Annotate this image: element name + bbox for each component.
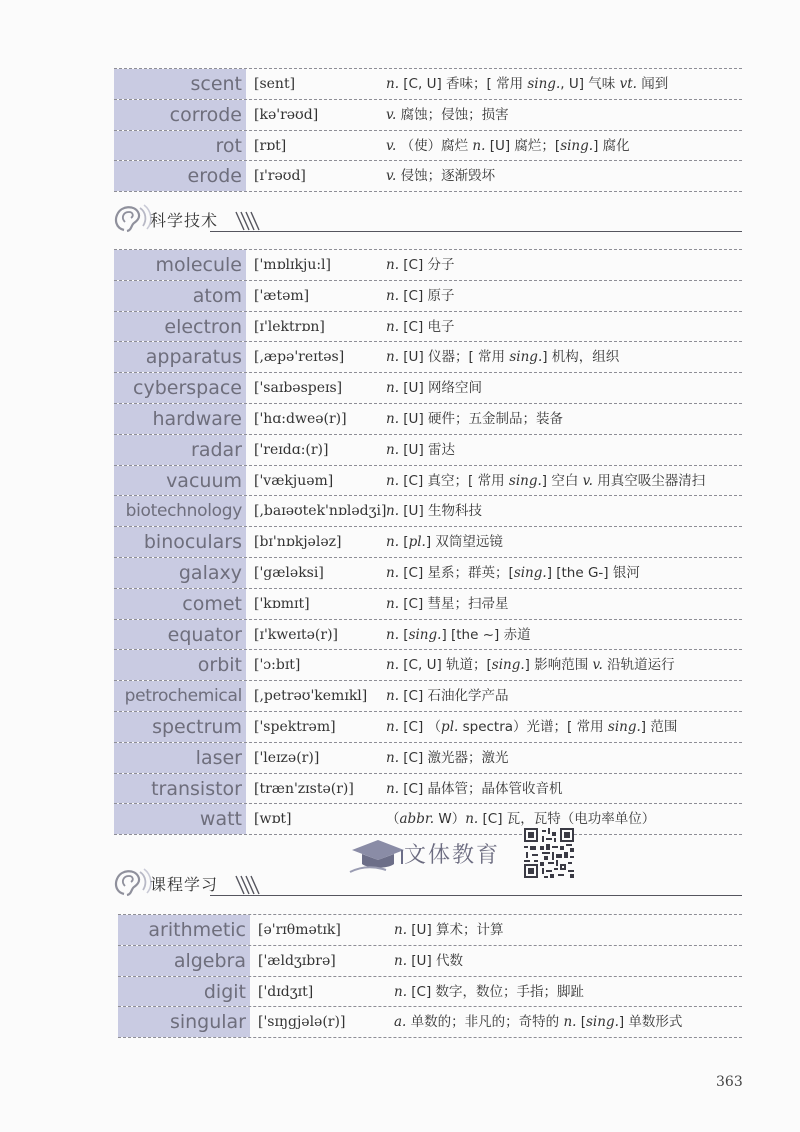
vocab-phonetic: [ɪ'rəʊd] (254, 168, 306, 185)
vocab-definition: v. （使）腐烂 n. [U] 腐烂；[sing.] 腐化 (386, 137, 630, 154)
vocab-definition: n. [sing.] [the ~] 赤道 (386, 626, 531, 643)
vocab-definition: n. [C] （pl. spectra）光谱；[ 常用 sing.] 范围 (386, 718, 678, 735)
vocab-phonetic: [kə'rəʊd] (254, 106, 319, 123)
vocab-word: erode (114, 161, 248, 191)
vocab-row (114, 404, 742, 435)
vocab-table-top (114, 68, 742, 192)
vocab-table-course (118, 914, 742, 1038)
vocab-word: watt (114, 804, 248, 834)
vocab-word: radar (114, 435, 248, 465)
vocab-word: corrode (114, 100, 248, 130)
vocab-word: electron (114, 312, 248, 342)
vocab-word: comet (114, 589, 248, 619)
vocab-definition: n. [U] 网络空间 (386, 380, 482, 397)
vocab-row (114, 100, 742, 131)
vocab-definition: n. [C] 真空；[ 常用 sing.] 空白 v. 用真空吸尘器清扫 (386, 472, 706, 489)
vocab-definition: n. [C, U] 香味；[ 常用 sing., U] 气味 vt. 闻到 (386, 76, 669, 92)
vocab-definition: n. [pl.] 双筒望远镜 (386, 534, 503, 551)
vocab-word: arithmetic (118, 915, 252, 945)
vocab-phonetic: ['ætəm] (254, 287, 310, 304)
vocab-phonetic: [,baɪəʊtek'nɒlədʒi] (254, 503, 387, 520)
section-header-science (110, 198, 742, 242)
vocab-phonetic: ['sɪŋgjələ(r)] (258, 1014, 346, 1031)
vocab-word: scent (114, 69, 248, 99)
vocab-phonetic: ['vækjuəm] (254, 472, 334, 489)
vocab-phonetic: [ə'rɪθmətɪk] (258, 922, 341, 938)
vocab-definition: n. [C, U] 轨道；[sing.] 影响范围 v. 沿轨道运行 (386, 657, 675, 674)
vocab-row (114, 161, 742, 192)
vocab-definition: n. [C] 激光器；激光 (386, 749, 509, 766)
page-number: 363 (716, 1074, 743, 1090)
vocab-row (114, 558, 742, 589)
vocab-row (114, 466, 742, 497)
vocab-word: transistor (114, 774, 248, 804)
vocab-phonetic: [,æpə'reɪtəs] (254, 349, 345, 366)
vocab-phonetic: ['reɪdɑ:(r)] (254, 441, 329, 458)
vocab-row (114, 68, 742, 100)
vocab-word: algebra (118, 946, 252, 976)
vocab-definition: n. [C] 电子 (386, 318, 455, 335)
vocab-row (114, 681, 742, 712)
vocab-row (114, 589, 742, 620)
vocab-definition: n. [U] 硬件；五金制品；装备 (386, 410, 563, 427)
vocab-row (114, 743, 742, 774)
vocab-definition: a. 单数的；非凡的；奇特的 n. [sing.] 单数形式 (394, 1014, 683, 1031)
vocab-row (118, 977, 742, 1008)
vocab-row (118, 914, 742, 946)
section-header-course (110, 862, 742, 906)
vocab-definition: n. [C] 原子 (386, 287, 455, 304)
vocab-definition: n. [C] 分子 (386, 257, 455, 273)
vocab-definition: n. [U] 生物科技 (386, 503, 482, 520)
vocab-phonetic: [ɪ'lektrɒn] (254, 318, 325, 335)
vocab-phonetic: ['kɒmɪt] (254, 595, 310, 612)
vocab-word: galaxy (114, 558, 248, 588)
vocab-phonetic: ['leɪzə(r)] (254, 749, 320, 766)
vocab-row (114, 342, 742, 373)
vocab-phonetic: [ɪ'kweɪtə(r)] (254, 626, 339, 643)
vocab-definition: n. [C] 石油化学产品 (386, 688, 509, 705)
vocab-word: atom (114, 281, 248, 311)
vocab-word: hardware (114, 404, 248, 434)
vocab-phonetic: [,petrəʊ'kemɪkl] (254, 688, 368, 705)
vocab-table-science (114, 249, 742, 835)
section-title: 科学技术 (150, 211, 219, 230)
vocab-word: vacuum (114, 466, 248, 496)
vocab-phonetic: ['ɔ:bɪt] (254, 657, 301, 674)
vocab-row (114, 496, 742, 527)
vocab-phonetic: ['dɪdʒɪt] (258, 983, 314, 1000)
vocab-definition: n. [C] 晶体管；晶体管收音机 (386, 780, 563, 797)
vocab-phonetic: [sent] (254, 76, 296, 92)
vocab-phonetic: ['hɑ:dweə(r)] (254, 410, 347, 427)
section-rule (210, 895, 742, 896)
vocab-phonetic: [træn'zɪstə(r)] (254, 780, 354, 797)
vocab-row (114, 527, 742, 558)
slash-decoration (234, 874, 260, 896)
vocab-phonetic: ['ældʒɪbrə] (258, 952, 336, 969)
vocab-phonetic: [wɒt] (254, 811, 292, 828)
vocab-word: cyberspace (114, 373, 248, 403)
vocab-definition: v. 腐蚀；侵蚀；损害 (386, 106, 509, 123)
vocab-word: singular (118, 1007, 252, 1037)
vocab-definition: n. [C] 星系；群英；[sing.] [the G-] 银河 (386, 564, 640, 581)
vocab-word: rot (114, 131, 248, 161)
vocab-phonetic: [bɪ'nɒkjələz] (254, 534, 342, 551)
vocab-row (114, 435, 742, 466)
vocab-row (114, 712, 742, 743)
section-title: 课程学习 (150, 875, 219, 894)
vocab-row (114, 249, 742, 281)
slash-decoration (234, 210, 260, 232)
vocab-word: apparatus (114, 342, 248, 372)
vocab-row (114, 131, 742, 162)
vocab-word: spectrum (114, 712, 248, 742)
vocab-word: laser (114, 743, 248, 773)
vocab-word: petrochemical (114, 681, 248, 711)
vocab-phonetic: ['mɒlɪkju:l] (254, 257, 331, 273)
vocab-word: digit (118, 977, 252, 1007)
vocab-row (118, 1007, 742, 1038)
vocab-word: biotechnology (114, 496, 248, 526)
vocab-word: equator (114, 620, 248, 650)
vocab-definition: v. 侵蚀；逐渐毁坏 (386, 168, 496, 185)
section-rule (210, 231, 742, 232)
vocab-definition: n. [U] 仪器；[ 常用 sing.] 机构，组织 (386, 349, 620, 366)
vocab-word: binoculars (114, 527, 248, 557)
vocab-phonetic: ['saɪbəspeɪs] (254, 380, 343, 397)
vocab-row (114, 774, 742, 805)
vocab-row (114, 281, 742, 312)
vocab-row (114, 312, 742, 343)
vocab-word: orbit (114, 650, 248, 680)
vocab-phonetic: ['spektrəm] (254, 718, 336, 735)
vocab-definition: n. [C] 数字，数位；手指；脚趾 (394, 983, 585, 1000)
vocab-phonetic: ['gæləksi] (254, 564, 324, 581)
vocab-definition: n. [U] 雷达 (386, 441, 455, 458)
vocab-definition: n. [U] 算术；计算 (394, 922, 504, 938)
vocab-row (114, 620, 742, 651)
vocab-definition: n. [C] 彗星；扫帚星 (386, 595, 509, 612)
vocab-definition: n. [U] 代数 (394, 952, 463, 969)
vocab-row (118, 946, 742, 977)
vocab-row (114, 373, 742, 404)
vocab-word: molecule (114, 250, 248, 280)
vocab-row (114, 650, 742, 681)
chapter-title: 文体教育 (404, 843, 501, 868)
vocab-phonetic: [rɒt] (254, 137, 287, 154)
vocab-definition: （abbr. W）n. [C] 瓦，瓦特（电功率单位） (386, 811, 656, 828)
